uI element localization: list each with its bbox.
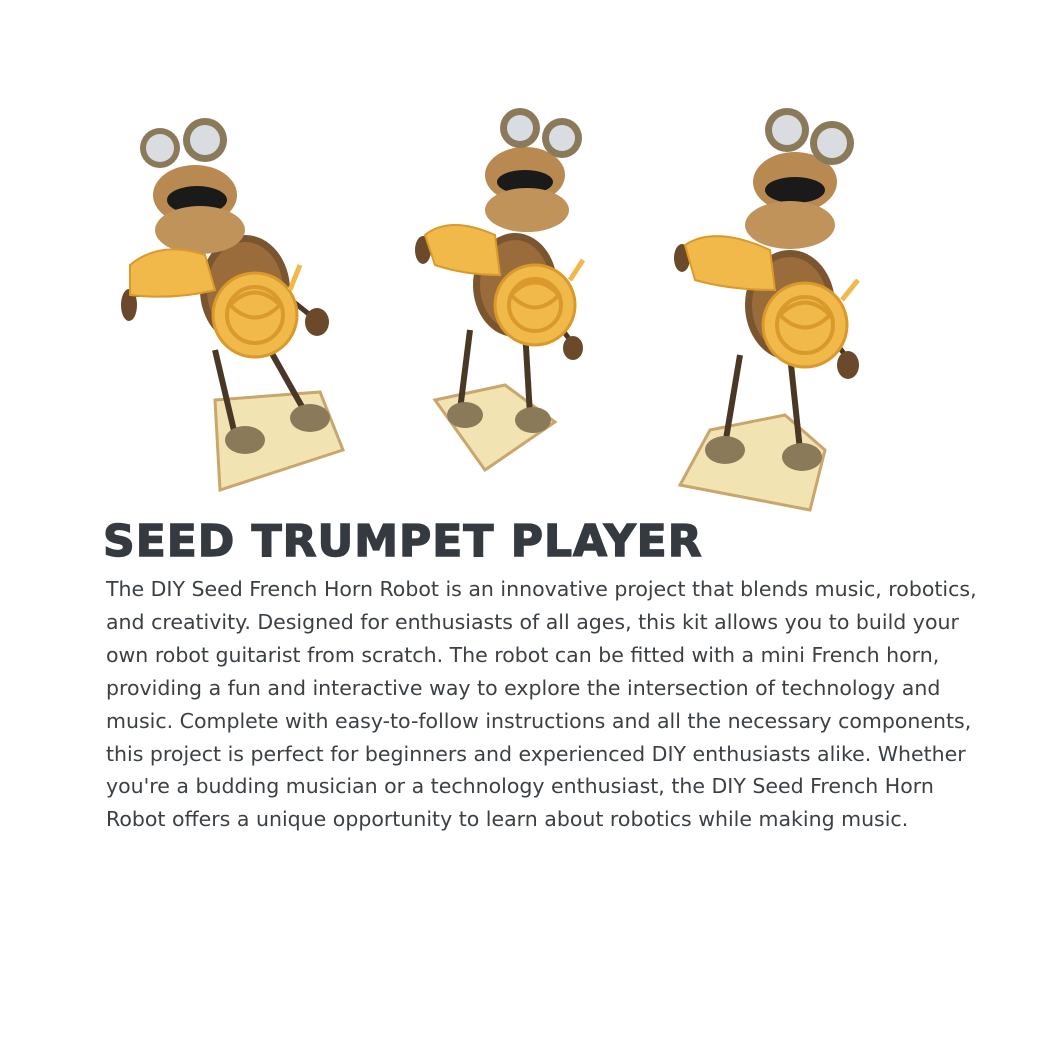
seed-robot-illustration [105,100,345,520]
seed-robot-image [105,100,345,520]
product-description: The DIY Seed French Horn Robot is an innovative project that blends music, robotics, and creativity. Designed for enthusiasts of all ages, this kit allows you to build your own robot guitarist from scratch. The robot can be fitted with a mini French horn, providing a fun and interactive way to explore the intersection of technology and music. Complete with easy-to-follow instructions and all the necessary components, this project is perfect for beginners and experienced DIY enthusiasts alike. Whether you're a budding musician or a technology enthusiast, the DIY Seed French Horn Robot offers a unique opportunity to learn about robotics while making music. [106,577,977,832]
seed-robot-illustration [660,100,900,520]
product-image-gallery [0,0,1050,520]
product-title: SEED TRUMPET PLAYER [103,516,703,567]
seed-robot-image [405,100,645,520]
seed-robot-illustration [405,100,645,520]
seed-robot-image [660,100,900,520]
